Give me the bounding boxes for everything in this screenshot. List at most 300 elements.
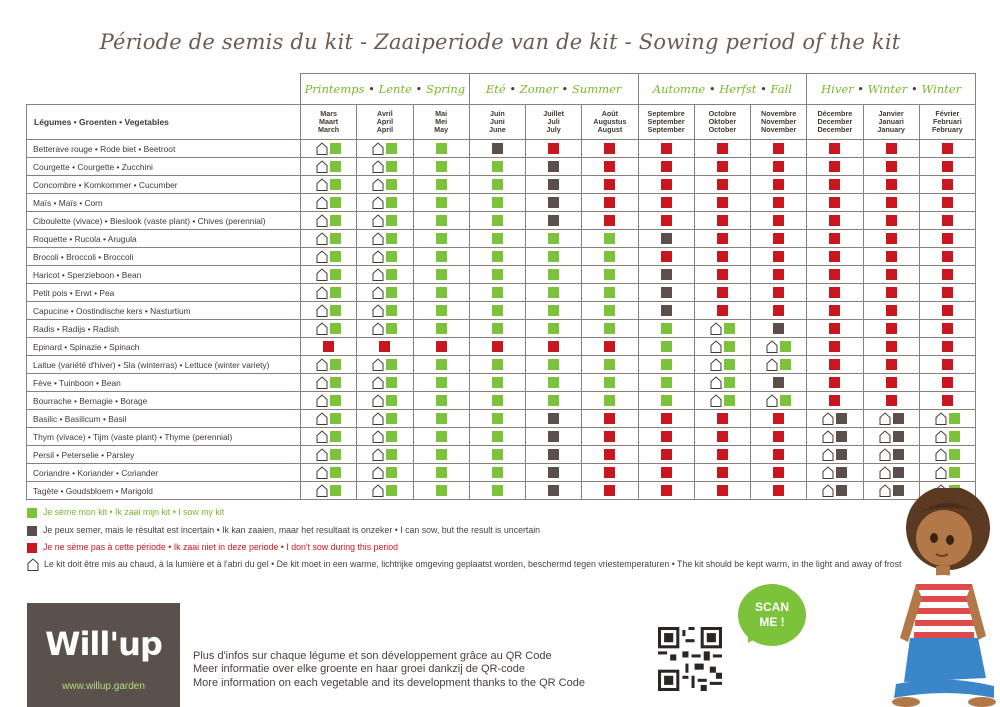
red-square-icon <box>773 197 784 208</box>
red-square-icon <box>717 431 728 442</box>
vegetable-name: Roquette • Rucola • Arugula <box>27 230 301 248</box>
house-icon <box>710 340 722 353</box>
vegetable-name: Maïs • Maïs • Corn <box>27 194 301 212</box>
sowing-cell <box>469 428 525 446</box>
dark-square-icon <box>548 197 559 208</box>
house-icon <box>316 394 328 407</box>
sowing-cell <box>301 176 357 194</box>
sowing-cell <box>469 230 525 248</box>
red-square-icon <box>548 341 559 352</box>
sowing-cell <box>694 284 750 302</box>
sowing-cell <box>863 302 919 320</box>
sowing-cell <box>919 302 975 320</box>
green-square-icon <box>949 431 960 442</box>
sowing-cell <box>751 320 807 338</box>
dark-square-icon <box>548 179 559 190</box>
sowing-cell <box>638 248 694 266</box>
sowing-cell <box>357 140 413 158</box>
sowing-cell <box>526 230 582 248</box>
green-square-icon <box>330 395 341 406</box>
sowing-cell <box>469 248 525 266</box>
green-square-icon <box>661 323 672 334</box>
green-square-icon <box>604 359 615 370</box>
green-square-icon <box>436 287 447 298</box>
sowing-cell <box>301 374 357 392</box>
red-square-icon <box>661 467 672 478</box>
sowing-cell <box>301 158 357 176</box>
green-square-icon <box>492 161 503 172</box>
sowing-cell <box>526 176 582 194</box>
sowing-cell <box>413 248 469 266</box>
sowing-cell <box>301 266 357 284</box>
red-square-icon <box>604 413 615 424</box>
green-square-icon <box>724 341 735 352</box>
sowing-cell <box>526 320 582 338</box>
month-header-row <box>27 105 976 140</box>
green-square-icon <box>330 287 341 298</box>
dark-square-icon <box>548 161 559 172</box>
sowing-cell <box>807 410 863 428</box>
house-icon <box>316 286 328 299</box>
green-square-icon <box>436 359 447 370</box>
sowing-cell <box>751 428 807 446</box>
sowing-cell <box>582 356 638 374</box>
sowing-cell <box>469 446 525 464</box>
red-square-icon <box>829 323 840 334</box>
sowing-cell <box>807 176 863 194</box>
house-icon <box>372 448 384 461</box>
sowing-cell <box>807 158 863 176</box>
red-square-icon <box>661 251 672 262</box>
sowing-cell <box>751 158 807 176</box>
sowing-cell <box>301 428 357 446</box>
sowing-cell <box>694 338 750 356</box>
red-square-icon <box>604 449 615 460</box>
sowing-cell <box>638 446 694 464</box>
green-square-icon <box>436 323 447 334</box>
house-icon <box>372 394 384 407</box>
sowing-cell <box>807 320 863 338</box>
sowing-cell <box>413 428 469 446</box>
dark-square-icon <box>27 526 37 536</box>
sowing-cell <box>357 410 413 428</box>
sowing-cell <box>582 338 638 356</box>
house-icon <box>316 250 328 263</box>
sowing-cell <box>863 392 919 410</box>
house-icon <box>372 412 384 425</box>
sowing-cell <box>301 392 357 410</box>
green-square-icon <box>492 197 503 208</box>
red-square-icon <box>829 161 840 172</box>
house-icon <box>316 484 328 497</box>
sowing-cell <box>694 248 750 266</box>
sowing-cell <box>357 230 413 248</box>
green-square-icon <box>27 508 37 518</box>
sowing-cell <box>582 374 638 392</box>
sowing-cell <box>751 266 807 284</box>
month-header-8: Novembre November November <box>751 105 807 140</box>
house-icon <box>316 142 328 155</box>
month-header-7: Octobre Oktober October <box>694 105 750 140</box>
sowing-cell <box>582 302 638 320</box>
red-square-icon <box>717 179 728 190</box>
sowing-cell <box>751 374 807 392</box>
sowing-cell <box>526 428 582 446</box>
red-square-icon <box>942 287 953 298</box>
red-square-icon <box>942 251 953 262</box>
red-square-icon <box>829 305 840 316</box>
red-square-icon <box>886 305 897 316</box>
sowing-cell <box>638 212 694 230</box>
red-square-icon <box>773 449 784 460</box>
red-square-icon <box>829 143 840 154</box>
sowing-cell <box>694 482 750 500</box>
sowing-cell <box>469 482 525 500</box>
sowing-cell <box>919 374 975 392</box>
red-square-icon <box>717 269 728 280</box>
house-icon <box>316 178 328 191</box>
green-square-icon <box>386 269 397 280</box>
house-icon <box>372 268 384 281</box>
sowing-cell <box>413 266 469 284</box>
dark-square-icon <box>836 485 847 496</box>
sowing-cell <box>582 446 638 464</box>
sowing-cell <box>694 266 750 284</box>
sowing-cell <box>807 194 863 212</box>
house-icon <box>316 430 328 443</box>
house-icon <box>879 448 891 461</box>
red-square-icon <box>886 143 897 154</box>
sowing-cell <box>694 230 750 248</box>
house-icon <box>316 304 328 317</box>
green-square-icon <box>492 413 503 424</box>
sowing-cell <box>301 356 357 374</box>
green-square-icon <box>604 305 615 316</box>
table-row <box>27 410 976 428</box>
sowing-cell <box>863 248 919 266</box>
sowing-cell <box>807 374 863 392</box>
sowing-cell <box>582 194 638 212</box>
sowing-cell <box>526 374 582 392</box>
sowing-cell <box>751 464 807 482</box>
sowing-cell <box>357 212 413 230</box>
house-icon <box>372 142 384 155</box>
house-icon <box>935 412 947 425</box>
logo-wordmark: Will'up <box>45 625 162 663</box>
sowing-cell <box>638 410 694 428</box>
sowing-cell <box>919 392 975 410</box>
house-icon <box>372 484 384 497</box>
sowing-cell <box>413 284 469 302</box>
sowing-cell <box>638 140 694 158</box>
house-icon <box>935 466 947 479</box>
sowing-cell <box>469 410 525 428</box>
dark-square-icon <box>548 449 559 460</box>
green-square-icon <box>492 323 503 334</box>
month-header-3: Juin Juni June <box>469 105 525 140</box>
dark-square-icon <box>548 413 559 424</box>
green-square-icon <box>330 179 341 190</box>
red-square-icon <box>661 179 672 190</box>
green-square-icon <box>661 377 672 388</box>
sowing-cell <box>469 338 525 356</box>
table-row <box>27 320 976 338</box>
green-square-icon <box>492 431 503 442</box>
dark-square-icon <box>773 323 784 334</box>
sowing-cell <box>469 194 525 212</box>
house-icon <box>316 196 328 209</box>
house-icon <box>372 196 384 209</box>
scan-me-bubble: SCAN ME ! <box>738 584 806 646</box>
sowing-cell <box>919 464 975 482</box>
table-row <box>27 428 976 446</box>
house-icon <box>372 376 384 389</box>
sowing-cell <box>582 266 638 284</box>
house-icon <box>372 250 384 263</box>
red-square-icon <box>942 395 953 406</box>
table-row <box>27 446 976 464</box>
vegetable-name: Fève • Tuinboon • Bean <box>27 374 301 392</box>
red-square-icon <box>942 233 953 244</box>
red-square-icon <box>604 341 615 352</box>
red-square-icon <box>604 215 615 226</box>
sowing-cell <box>638 158 694 176</box>
sowing-cell <box>863 410 919 428</box>
sowing-cell <box>863 428 919 446</box>
sowing-cell <box>582 140 638 158</box>
legend-red: Je ne sème pas à cette période • Ik zaai niet in deze periode • I don't sow during this period <box>27 542 398 553</box>
red-square-icon <box>604 485 615 496</box>
green-square-icon <box>780 359 791 370</box>
website-url[interactable]: www.willup.garden <box>62 681 145 692</box>
table-row <box>27 482 976 500</box>
green-square-icon <box>386 359 397 370</box>
house-icon <box>316 358 328 371</box>
green-square-icon <box>386 449 397 460</box>
dark-square-icon <box>893 449 904 460</box>
red-square-icon <box>773 485 784 496</box>
house-icon <box>935 448 947 461</box>
green-square-icon <box>386 161 397 172</box>
green-square-icon <box>330 215 341 226</box>
green-square-icon <box>386 467 397 478</box>
green-square-icon <box>949 413 960 424</box>
sowing-cell <box>413 302 469 320</box>
green-square-icon <box>548 251 559 262</box>
sowing-cell <box>526 392 582 410</box>
season-summer: Eté • Zomer • Summer <box>469 74 638 105</box>
sowing-cell <box>751 176 807 194</box>
table-row <box>27 176 976 194</box>
vegetable-name: Persil • Peterselie • Parsley <box>27 446 301 464</box>
house-icon <box>316 214 328 227</box>
sowing-cell <box>301 230 357 248</box>
red-square-icon <box>829 395 840 406</box>
red-square-icon <box>942 305 953 316</box>
month-header-6: Septembre September September <box>638 105 694 140</box>
red-square-icon <box>436 341 447 352</box>
sowing-table <box>26 73 976 500</box>
sowing-cell <box>751 302 807 320</box>
table-row <box>27 266 976 284</box>
green-square-icon <box>548 287 559 298</box>
red-square-icon <box>604 143 615 154</box>
sowing-cell <box>413 446 469 464</box>
sowing-cell <box>863 194 919 212</box>
red-square-icon <box>604 197 615 208</box>
green-square-icon <box>330 269 341 280</box>
sowing-cell <box>357 194 413 212</box>
green-square-icon <box>386 395 397 406</box>
dark-square-icon <box>893 413 904 424</box>
sowing-cell <box>638 194 694 212</box>
sowing-cell <box>526 140 582 158</box>
green-square-icon <box>724 359 735 370</box>
dark-square-icon <box>548 215 559 226</box>
green-square-icon <box>330 251 341 262</box>
sowing-cell <box>919 428 975 446</box>
sowing-cell <box>301 212 357 230</box>
sowing-cell <box>526 212 582 230</box>
house-icon <box>316 160 328 173</box>
red-square-icon <box>717 143 728 154</box>
sowing-cell <box>919 446 975 464</box>
season-header-row <box>27 74 976 105</box>
season-winter: Hiver • Winter • Winter <box>807 74 976 105</box>
green-square-icon <box>330 197 341 208</box>
red-square-icon <box>773 431 784 442</box>
sowing-cell <box>526 356 582 374</box>
sowing-cell <box>582 482 638 500</box>
vegetable-name: Ciboulette (vivace) • Bieslook (vaste plant) • Chives (perennial) <box>27 212 301 230</box>
qr-code-icon[interactable] <box>658 627 722 691</box>
sowing-cell <box>807 464 863 482</box>
red-square-icon <box>604 161 615 172</box>
red-square-icon <box>886 359 897 370</box>
sowing-cell <box>807 338 863 356</box>
red-square-icon <box>829 377 840 388</box>
green-square-icon <box>330 413 341 424</box>
house-icon <box>822 430 834 443</box>
green-square-icon <box>492 377 503 388</box>
sowing-cell <box>694 194 750 212</box>
table-row <box>27 212 976 230</box>
sowing-cell <box>357 374 413 392</box>
sowing-cell <box>413 194 469 212</box>
sowing-cell <box>919 248 975 266</box>
sowing-cell <box>807 140 863 158</box>
green-square-icon <box>386 143 397 154</box>
month-header-9: Décembre December December <box>807 105 863 140</box>
red-square-icon <box>717 287 728 298</box>
table-row <box>27 392 976 410</box>
house-icon <box>766 358 778 371</box>
house-icon <box>710 394 722 407</box>
house-icon <box>372 160 384 173</box>
vegetable-name: Epinard • Spinazie • Spinach <box>27 338 301 356</box>
red-square-icon <box>379 341 390 352</box>
house-icon <box>372 430 384 443</box>
house-icon <box>879 430 891 443</box>
sowing-cell <box>469 320 525 338</box>
sowing-cell <box>751 212 807 230</box>
red-square-icon <box>661 161 672 172</box>
red-square-icon <box>773 269 784 280</box>
green-square-icon <box>436 269 447 280</box>
table-row <box>27 140 976 158</box>
green-square-icon <box>492 233 503 244</box>
red-square-icon <box>773 161 784 172</box>
sowing-cell <box>751 338 807 356</box>
green-square-icon <box>661 341 672 352</box>
sowing-cell <box>301 446 357 464</box>
house-icon <box>822 448 834 461</box>
red-square-icon <box>717 215 728 226</box>
sowing-cell <box>863 176 919 194</box>
sowing-cell <box>413 392 469 410</box>
green-square-icon <box>604 251 615 262</box>
sowing-cell <box>526 284 582 302</box>
red-square-icon <box>717 233 728 244</box>
green-square-icon <box>436 485 447 496</box>
house-icon <box>316 322 328 335</box>
sowing-cell <box>469 266 525 284</box>
sowing-cell <box>807 302 863 320</box>
green-square-icon <box>604 395 615 406</box>
green-square-icon <box>330 467 341 478</box>
green-square-icon <box>386 215 397 226</box>
house-icon <box>822 466 834 479</box>
house-icon <box>710 358 722 371</box>
green-square-icon <box>330 143 341 154</box>
red-square-icon <box>773 143 784 154</box>
info-line-en: More information on each vegetable and its development thanks to the QR Code <box>193 676 585 689</box>
red-square-icon <box>829 233 840 244</box>
sowing-cell <box>582 428 638 446</box>
season-spring: Printemps • Lente • Spring <box>301 74 470 105</box>
sowing-cell <box>807 392 863 410</box>
red-square-icon <box>829 287 840 298</box>
sowing-cell <box>638 392 694 410</box>
sowing-cell <box>301 464 357 482</box>
red-square-icon <box>886 215 897 226</box>
sowing-cell <box>807 284 863 302</box>
green-square-icon <box>780 395 791 406</box>
sowing-cell <box>638 176 694 194</box>
green-square-icon <box>949 467 960 478</box>
sowing-cell <box>751 284 807 302</box>
green-square-icon <box>548 359 559 370</box>
red-square-icon <box>717 449 728 460</box>
legend-house: Le kit doit être mis au chaud, à la lumière et à l'abri du gel • De kit moet in een warme, lichtrijke omgeving geplaatst worden, beschermd tegen vriestemperaturen • The kit should be kept warm, in the light and away of frost <box>27 558 917 571</box>
house-icon <box>316 466 328 479</box>
sowing-cell <box>638 302 694 320</box>
sowing-cell <box>413 140 469 158</box>
vegetable-name: Tagète • Goudsbloem • Marigold <box>27 482 301 500</box>
table-row <box>27 338 976 356</box>
info-line-fr: Plus d'infos sur chaque légume et son développement grâce au QR Code <box>193 650 552 662</box>
sowing-cell <box>863 356 919 374</box>
red-square-icon <box>829 197 840 208</box>
sowing-cell <box>526 266 582 284</box>
red-square-icon <box>886 179 897 190</box>
house-icon <box>372 286 384 299</box>
sowing-cell <box>919 158 975 176</box>
green-square-icon <box>386 413 397 424</box>
sowing-cell <box>919 266 975 284</box>
green-square-icon <box>604 269 615 280</box>
green-square-icon <box>492 449 503 460</box>
